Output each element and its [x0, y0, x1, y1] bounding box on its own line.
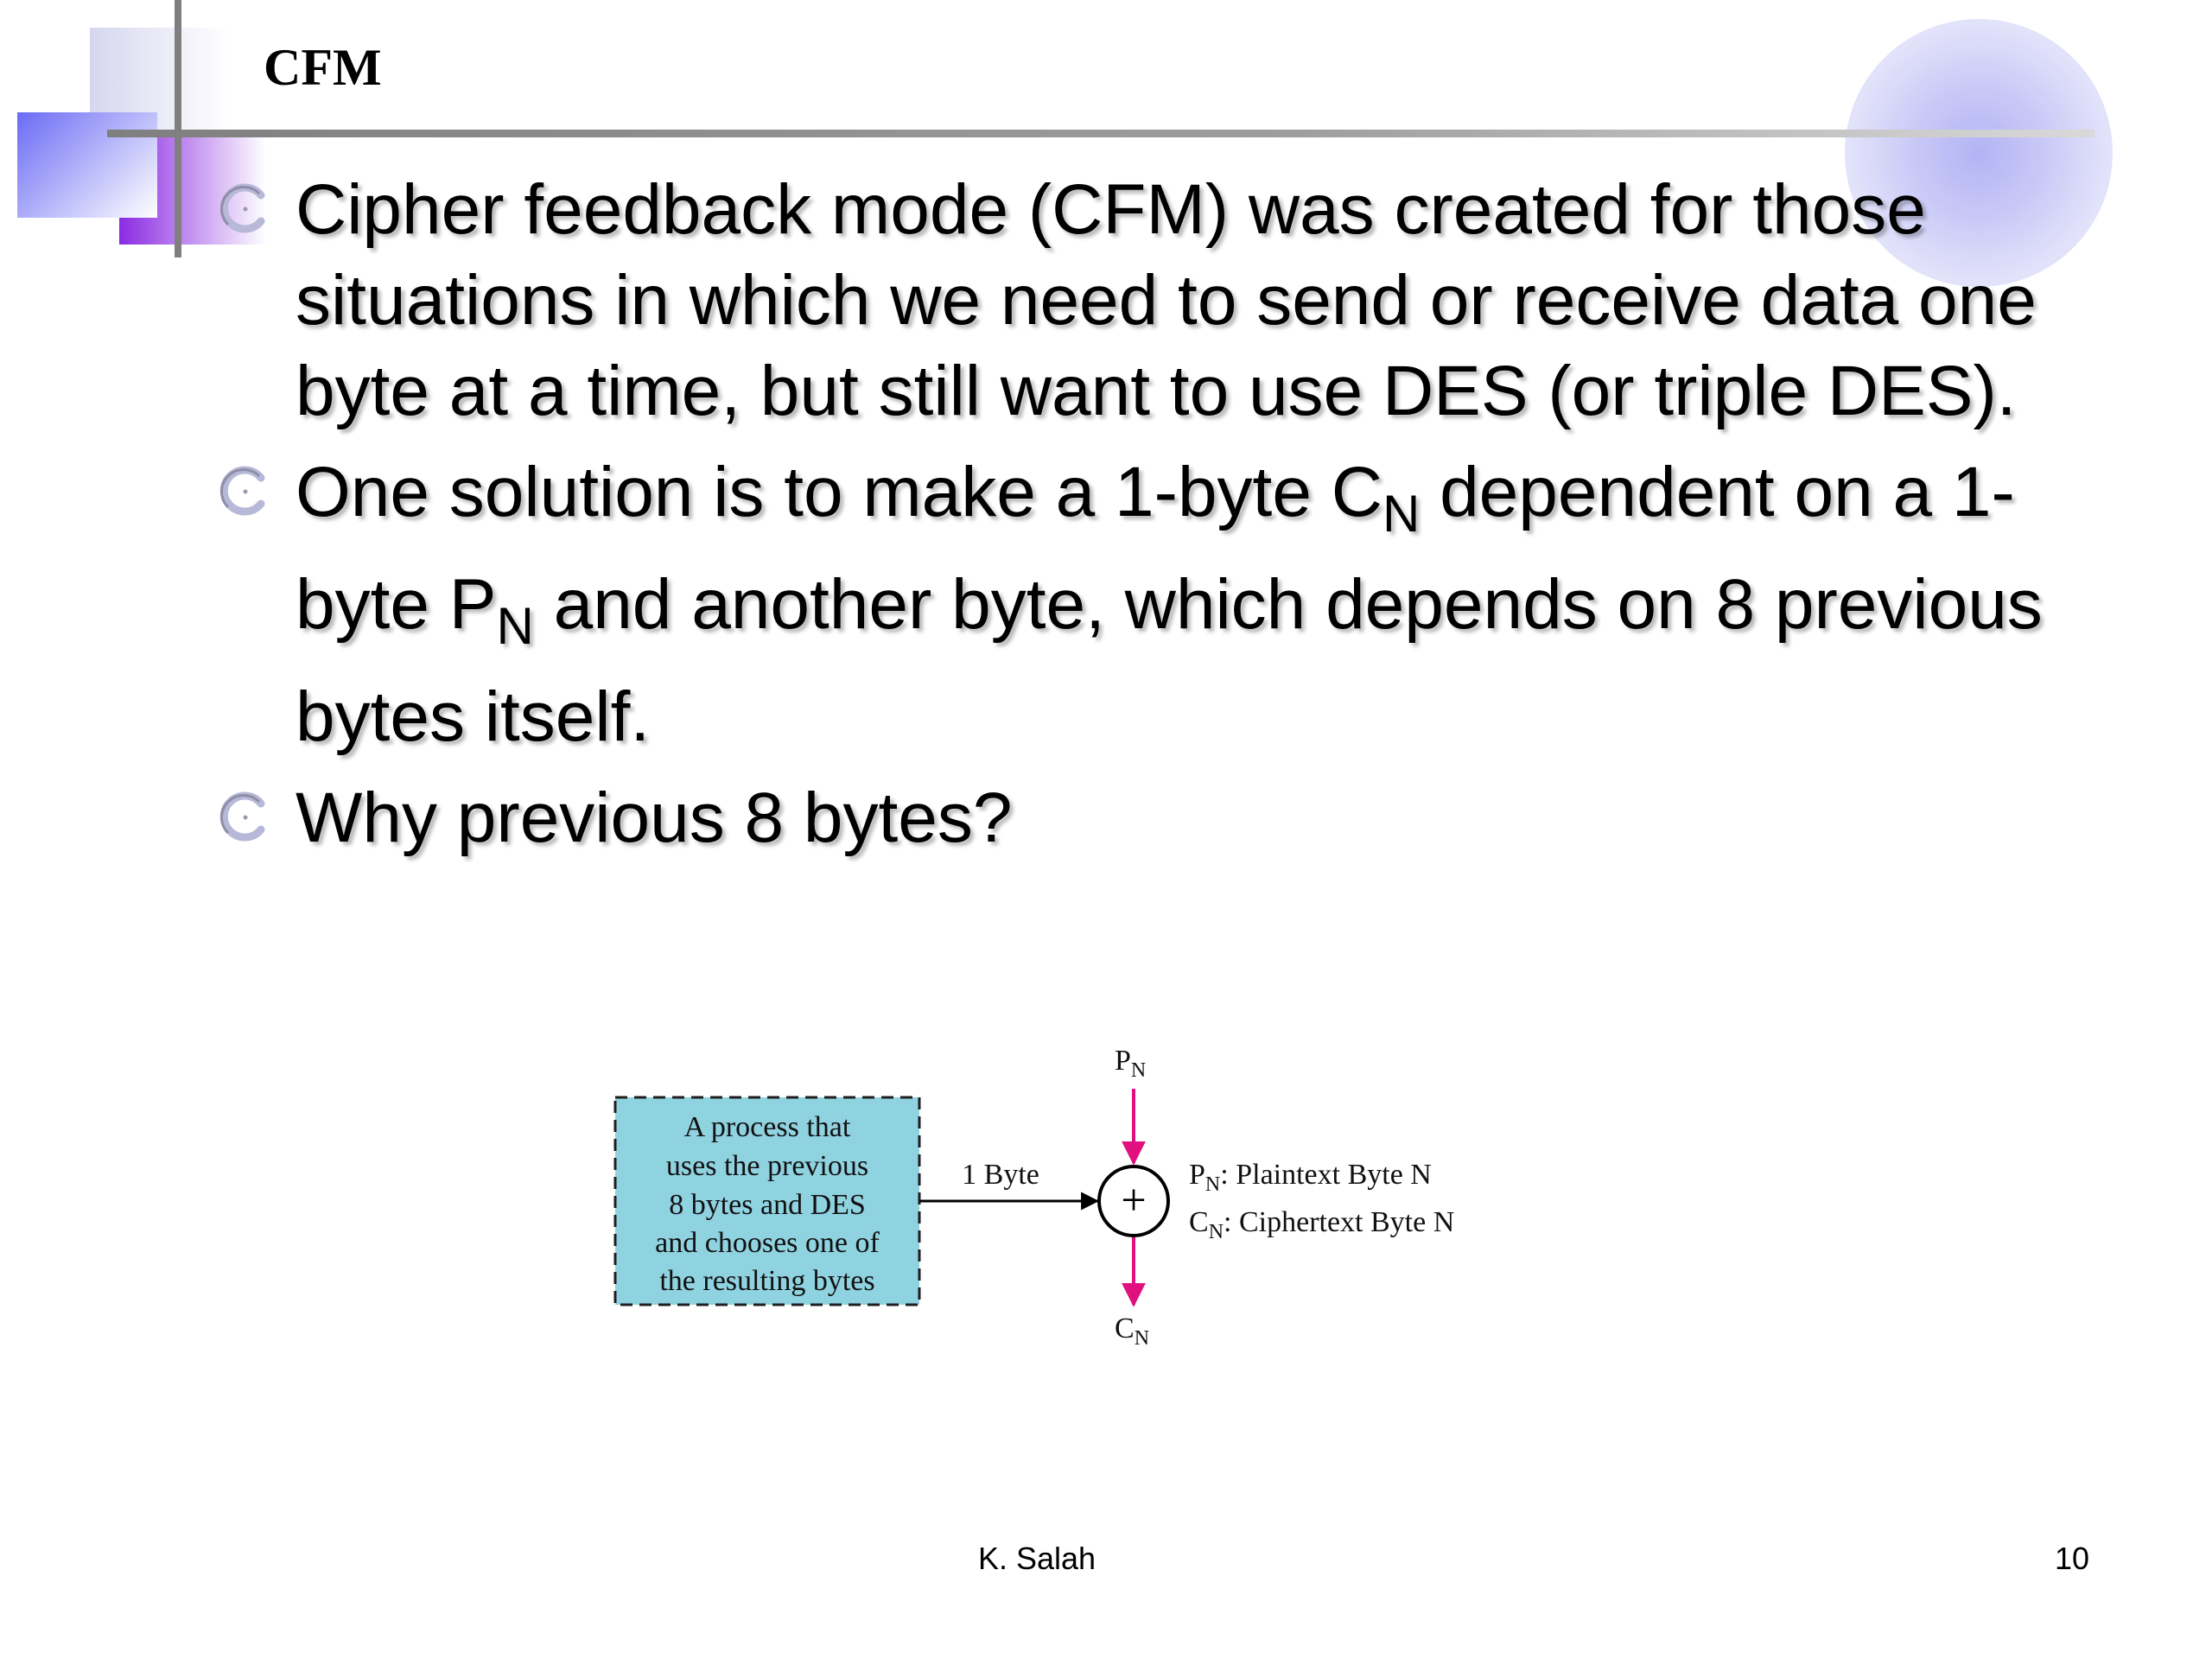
process-box-line: and chooses one of [655, 1227, 880, 1259]
bullet-marker-icon [216, 181, 270, 235]
cfm-diagram [605, 1037, 1573, 1382]
byte-arrow-label: 1 Byte [962, 1159, 1039, 1191]
page-number: 10 [2055, 1541, 2090, 1576]
decor-square-blue [17, 112, 157, 218]
bullet-text: dependent on a 1-byte P [296, 453, 2015, 644]
bullet-text: Cipher feedback mode (CFM) was created for those situations in which we need to send or receive data one byte at a time, but still want to use DES (or triple DES). [296, 170, 2037, 430]
title-rule [107, 130, 2094, 137]
slide-title: CFM [264, 39, 382, 96]
bullet-item [216, 447, 2074, 762]
bullet-subscript: N [1382, 485, 1421, 543]
process-box-line: 8 bytes and DES [669, 1189, 866, 1221]
process-box-line: A process that [683, 1111, 851, 1143]
process-box-line: the resulting bytes [659, 1265, 875, 1297]
bullet-item [216, 772, 2074, 863]
vertical-rule [175, 0, 181, 257]
legend-plaintext: $P_N$: Plaintext Byte N [1189, 1159, 1432, 1196]
input-label: $P_N$ [1115, 1045, 1147, 1082]
bullet-list [216, 164, 2074, 874]
bullet-item [216, 164, 2074, 436]
legend-ciphertext: $C_N$: Ciphertext Byte N [1189, 1206, 1455, 1243]
bullet-subscript: N [496, 597, 534, 655]
process-box-line: uses the previous [665, 1150, 869, 1182]
xor-symbol: + [1121, 1176, 1147, 1225]
bullet-text: Why previous 8 bytes? [296, 779, 1013, 857]
bullet-marker-icon [216, 464, 270, 518]
output-label: $C_N$ [1115, 1313, 1150, 1350]
bullet-text: and another byte, which depends on 8 previous bytes itself. [296, 565, 2043, 756]
footer-author: K. Salah [977, 1541, 1096, 1576]
bullet-text: One solution is to make a 1-byte C [296, 453, 1382, 531]
bullet-marker-icon [216, 790, 270, 843]
